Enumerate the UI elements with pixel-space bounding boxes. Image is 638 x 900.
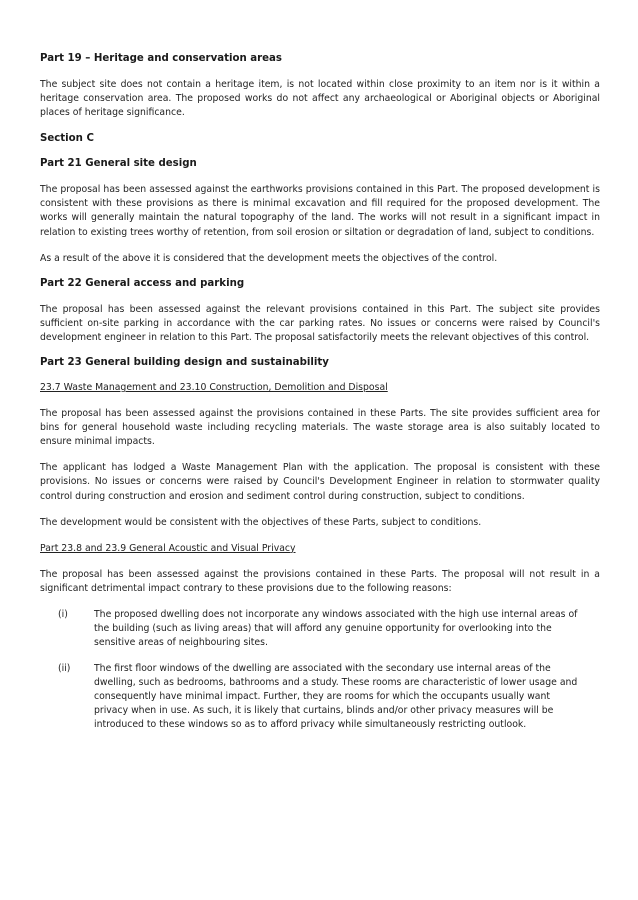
section-c-heading: Section C [40, 133, 94, 145]
part-21-body-1: The proposal has been assessed against the earthworks provisions contained in this Part. The proposed development is consistent with these provisions as there is minimal excavation and fill required for the proposed development. The works will generally maintain the natural topography of the land. The works will not result in a significant impact in relation to existing trees worthy of retention, from soil erosion or siltation or degradation of land, subject to conditions. [40, 184, 600, 238]
part-23-subheading-waste: 23.7 Waste Management and 23.10 Construction, Demolition and Disposal [40, 382, 388, 394]
list-item-number: (ii) [58, 662, 71, 674]
part-19-heading: Part 19 – Heritage and conservation areas [40, 53, 282, 64]
list-item-number: (i) [58, 608, 68, 620]
part-23-body-2: The applicant has lodged a Waste Management Plan with the application. The proposal is consistent with these provisions. No issues or concerns were raised by Council's Development Engineer in relation to stormwater quality control during construction and erosion and sediment control during construction, subject to conditions. [40, 462, 600, 502]
document-page [40, 52, 600, 732]
part-22-body: The proposal has been assessed against the relevant provisions contained in this Part. The subject site provides sufficient on-site parking in accordance with the car parking rates. No issues or concerns were raised by Council's development engineer in relation to this Part. The proposal satisfactorily meets the relevant objectives of this control. [40, 303, 600, 343]
reasons-list [40, 608, 600, 732]
part-21-body-2: As a result of the above it is considered that the development meets the objectives of the control. [40, 252, 498, 264]
list-item [40, 608, 600, 650]
part-23-body-1: The proposal has been assessed against the provisions contained in these Parts. The site provides sufficient area for bins for general household waste including recycling materials. The waste storage area is also suitably located to ensure minimal impacts. [40, 408, 600, 448]
part-19-body: The subject site does not contain a heritage item, is not located within close proximity to an item nor is it within a heritage conservation area. The proposed works do not affect any archaeological or Aboriginal objects or Aboriginal places of heritage significance. [40, 79, 600, 119]
part-23-heading: Part 23 General building design and sustainability [40, 357, 329, 369]
list-item-text: The first floor windows of the dwelling are associated with the secondary use internal areas of the dwelling, such as bedrooms, bathrooms and a study. These rooms are characteristic of lower usage and consequently have minimal impact. Further, they are rooms for which the occupants usually want privacy when in use. As such, it is likely that curtains, blinds and/or other privacy measures will be introduced to these windows so as to afford privacy while simultaneously restricting outlook. [94, 662, 578, 730]
list-item-text: The proposed dwelling does not incorporate any windows associated with the high use internal areas of the building (such as living areas) that will afford any genuine opportunity for overlooking into the sensitive areas of neighbouring sites. [94, 608, 578, 648]
part-23-body-4: The proposal has been assessed against the provisions contained in these Parts. The proposal will not result in a significant detrimental impact contrary to these provisions due to the following reasons: [40, 568, 600, 594]
list-item [40, 662, 600, 732]
part-23-subheading-privacy: Part 23.8 and 23.9 General Acoustic and Visual Privacy [40, 542, 296, 554]
part-22-heading: Part 22 General access and parking [40, 277, 245, 289]
part-21-heading: Part 21 General site design [40, 158, 197, 170]
part-23-body-3: The development would be consistent with the objectives of these Parts, subject to conditions. [40, 516, 482, 528]
